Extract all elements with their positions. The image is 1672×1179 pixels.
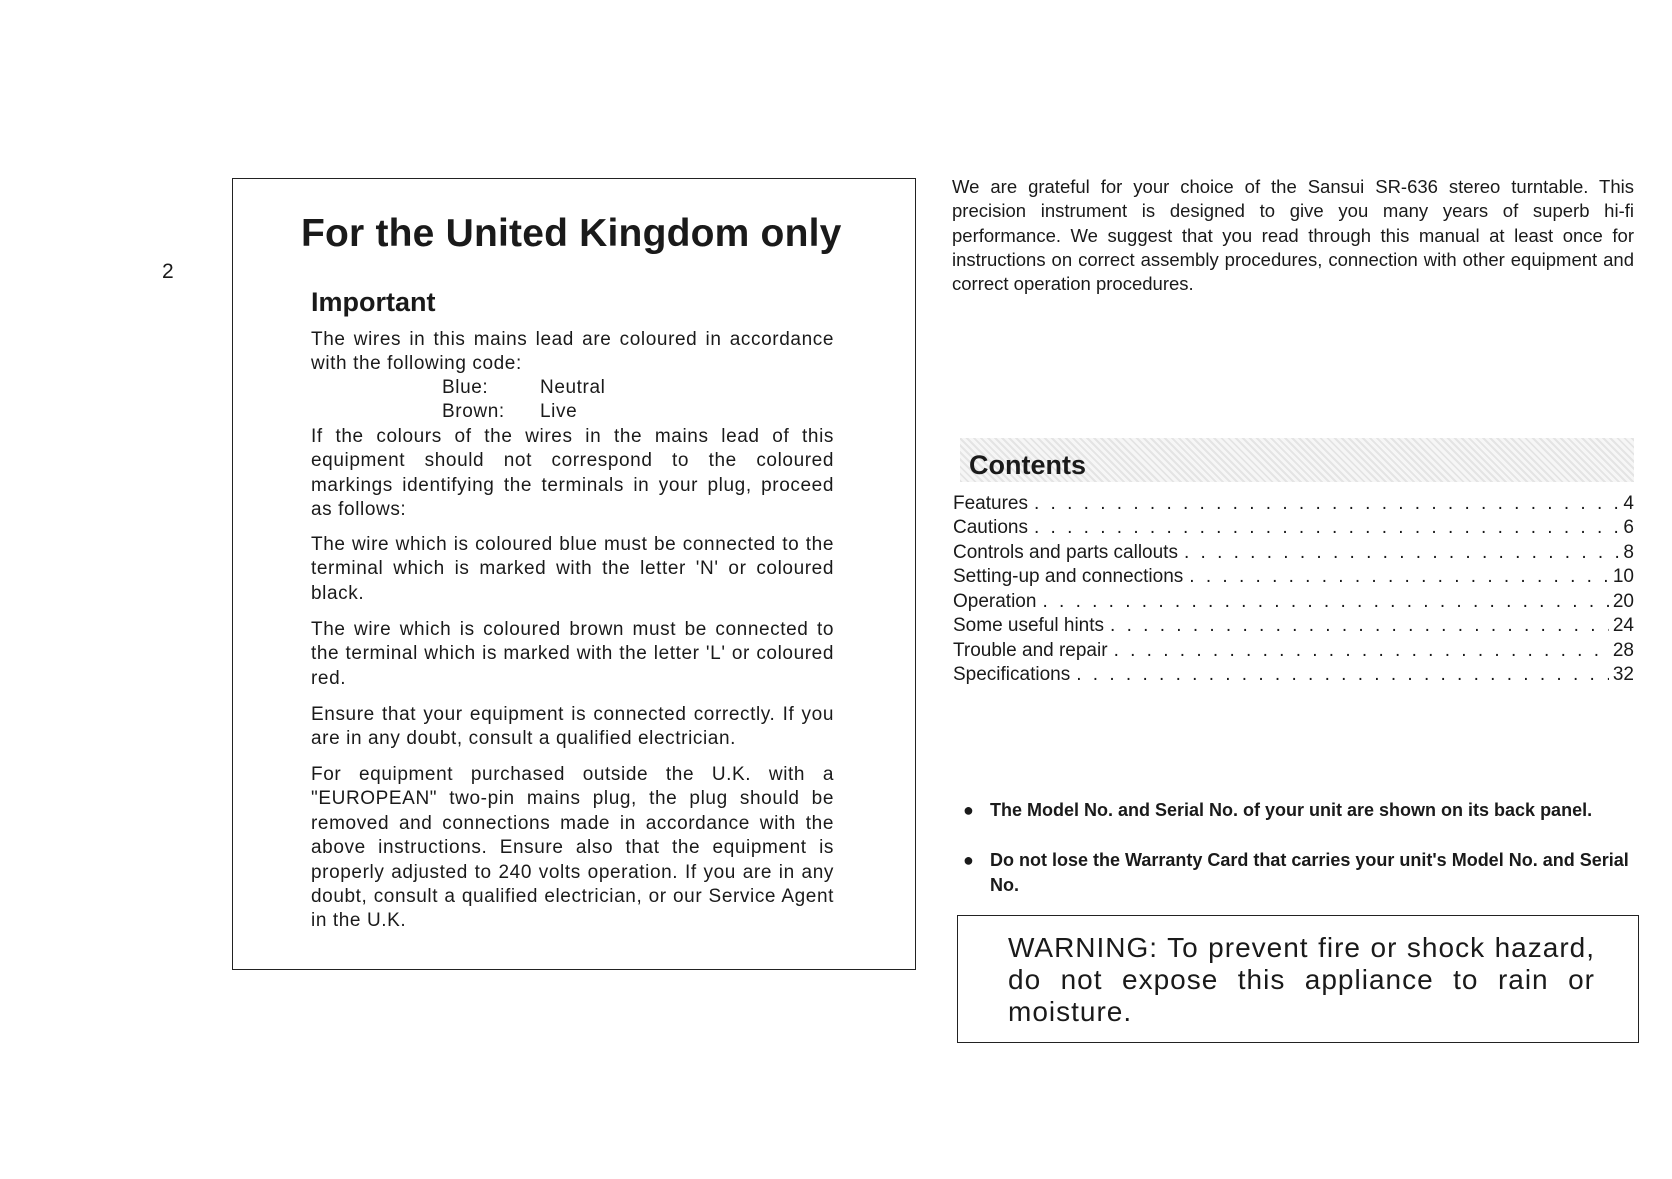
note-text: Do not lose the Warranty Card that carries your unit's Model No. and Serial No. [990,850,1629,895]
toc-label: Operation [953,591,1037,612]
note-item [963,798,1638,823]
toc-leader [1110,615,1609,637]
toc-page: 6 [1623,517,1634,538]
toc-page: 24 [1612,615,1634,636]
uk-paragraph: The wire which is coloured blue must be connected to the terminal which is marked with the letter 'N' or coloured black. [311,534,834,604]
note-item [963,848,1638,897]
toc-leader [1076,664,1609,686]
toc-item [953,664,1634,688]
page-number: 2 [162,260,174,283]
note-text: The Model No. and Serial No. of your unit are shown on its back panel. [990,800,1593,820]
code-row-brown [442,401,577,423]
uk-paragraph: The wire which is coloured brown must be connected to the terminal which is marked with the letter 'L' or coloured red. [311,619,834,689]
code-meaning: Neutral [540,377,606,398]
toc-label: Setting-up and connections [953,566,1184,587]
toc-item [953,493,1634,517]
code-row-blue [442,377,605,399]
toc-page: 8 [1623,542,1634,563]
intro-paragraph: We are grateful for your choice of the Sansui SR-636 stereo turntable. This precision instrument is designed to give you many years of superb hi-fi performance. We suggest that you read through this manual at least once for instructions on correct assembly procedures, connection with other equipment and correct operation procedures. [952,176,1634,295]
toc-leader [1189,566,1609,588]
uk-paragraph: For equipment purchased outside the U.K. with a "EUROPEAN" two-pin mains plug, the plug should be removed and connections made in accordance with the above instructions. Ensure also that the equipment is properly adjusted to 240 volts operation. If you are in any doubt, consult a qualified electrician, or our Service Agent in the U.K. [311,764,834,932]
toc-leader [1034,493,1619,515]
code-colour: Blue: [442,377,489,398]
uk-notice-title: For the United Kingdom only [301,212,842,255]
toc-item [953,566,1634,590]
toc-item [953,542,1634,566]
toc-label: Specifications [953,664,1071,685]
uk-intro-text: The wires in this mains lead are coloured in accordance with the following code: [311,329,834,375]
uk-paragraph: If the colours of the wires in the mains lead of this equipment should not correspond to the coloured markings identifying the terminals in your plug, proceed as follows: [311,426,834,521]
toc-label: Some useful hints [953,615,1105,636]
bullet-icon: ● [963,850,974,870]
toc-item [953,517,1634,541]
toc-leader [1034,517,1619,539]
toc-page: 32 [1612,664,1634,685]
toc-page: 10 [1612,566,1634,587]
bullet-icon: ● [963,800,974,820]
toc-item [953,591,1634,615]
toc-label: Controls and parts callouts [953,542,1178,563]
toc-item [953,640,1634,664]
uk-paragraph: Ensure that your equipment is connected correctly. If you are in any doubt, consult a qualified electrician. [311,704,834,750]
toc-page: 4 [1623,493,1634,514]
toc-page: 20 [1612,591,1634,612]
toc-page: 28 [1612,640,1634,661]
uk-notice-subtitle: Important [311,287,436,317]
toc-label: Cautions [953,517,1028,538]
contents-title: Contents [969,450,1086,480]
toc-leader [1114,640,1609,662]
toc-label: Trouble and repair [953,640,1108,661]
toc-item [953,615,1634,639]
toc-label: Features [953,493,1028,514]
toc-leader [1184,542,1619,564]
warning-text: WARNING: To prevent fire or shock hazard, do not expose this appliance to rain or moisture. [1008,932,1595,1027]
code-colour: Brown: [442,401,505,422]
toc-leader [1042,591,1608,613]
code-meaning: Live [540,401,578,422]
